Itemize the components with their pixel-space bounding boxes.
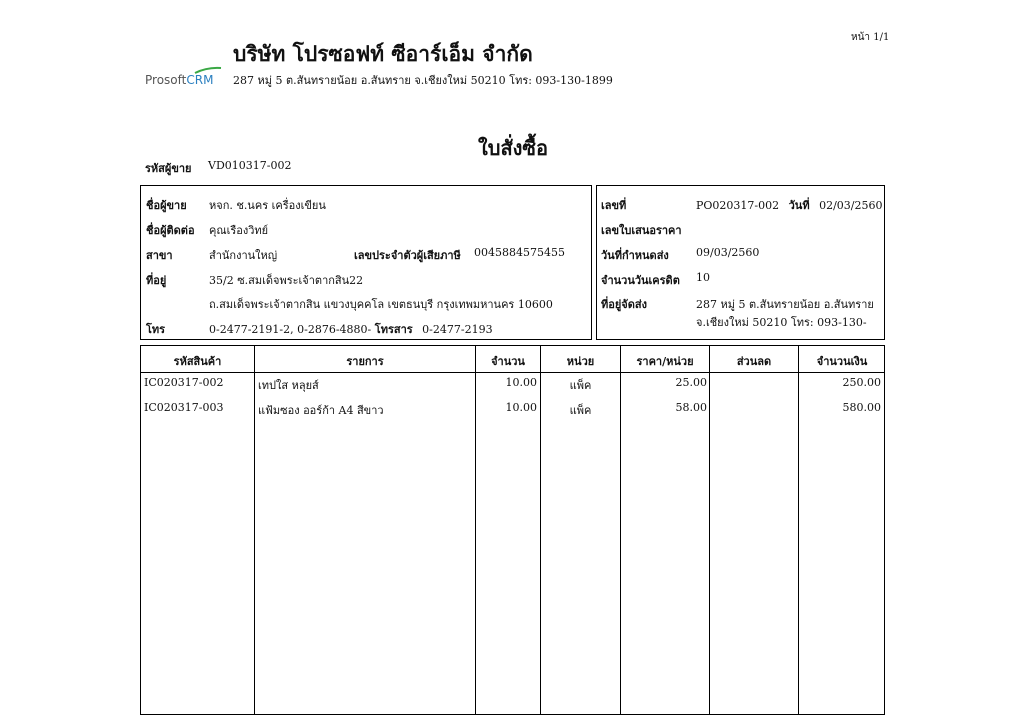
vendor-name-value: หจก. ช.นคร เครื่องเขียน	[209, 199, 326, 212]
row-code: IC020317-002	[144, 376, 224, 389]
quotation-label: เลขใบเสนอราคา	[601, 224, 682, 237]
credit-days-value: 10	[696, 271, 710, 284]
company-name: บริษัท โปรซอฟท์ ซีอาร์เอ็ม จำกัด	[233, 41, 533, 66]
row-code: IC020317-003	[144, 401, 224, 414]
po-number-value: PO020317-002	[696, 199, 780, 212]
vendor-info-box	[140, 185, 592, 340]
due-date-value: 09/03/2560	[696, 246, 760, 259]
row-unit: แพ็ค	[569, 379, 592, 392]
po-number-label: เลขที่	[601, 199, 627, 212]
address-line-2: ถ.สมเด็จพระเจ้าตากสิน แขวงบุคคโล เขตธนบุรี กรุงเทพมหานคร 10600	[209, 298, 553, 311]
vendor-name-label: ชื่อผู้ขาย	[146, 199, 187, 212]
vendor-code-value: VD010317-002	[208, 159, 292, 172]
header-unit: หน่วย	[566, 355, 595, 368]
ship-address-line-1: 287 หมู่ 5 ต.สันทรายน้อย อ.สันทราย	[696, 298, 874, 311]
branch-label: สาขา	[146, 249, 173, 262]
row-unit-price: 25.00	[675, 376, 707, 389]
po-info-box	[596, 185, 885, 340]
vendor-code-label: รหัสผู้ขาย	[145, 162, 192, 175]
items-table	[140, 345, 885, 715]
logo-text-prosoft: Prosoft	[145, 73, 187, 87]
ship-address-label: ที่อยู่จัดส่ง	[601, 298, 647, 311]
row-amount: 250.00	[842, 376, 881, 389]
header-code: รหัสสินค้า	[173, 355, 222, 368]
header-discount: ส่วนลด	[736, 355, 772, 368]
header-amount: จำนวนเงิน	[816, 355, 868, 368]
page-number: หน้า 1/1	[851, 32, 890, 43]
phone-label: โทร	[146, 323, 166, 336]
header-description: รายการ	[346, 355, 384, 368]
tax-id-value: 0045884575455	[474, 246, 565, 259]
address-line-1: 35/2 ซ.สมเด็จพระเจ้าตากสิน22	[209, 274, 364, 287]
po-date-value: 02/03/2560	[819, 199, 883, 212]
branch-value: สำนักงานใหญ่	[209, 249, 278, 262]
po-date-label: วันที่	[788, 199, 810, 212]
row-quantity: 10.00	[505, 401, 537, 414]
phone-value: 0-2477-2191-2, 0-2876-4880-	[209, 323, 372, 336]
document-title: ใบสั่งซื้อ	[478, 136, 549, 160]
row-unit: แพ็ค	[569, 404, 592, 417]
tax-id-label: เลขประจำตัวผู้เสียภาษี	[354, 249, 461, 262]
contact-label: ชื่อผู้ติดต่อ	[146, 224, 195, 237]
address-label: ที่อยู่	[146, 274, 167, 287]
row-quantity: 10.00	[505, 376, 537, 389]
row-amount: 580.00	[842, 401, 881, 414]
row-description: แฟ้มซอง ออร์ก้า A4 สีขาว	[258, 404, 384, 417]
logo-text-crm: CRM	[186, 73, 214, 87]
contact-value: คุณเรืองวิทย์	[209, 224, 269, 237]
row-unit-price: 58.00	[675, 401, 707, 414]
fax-label: โทรสาร	[374, 323, 413, 336]
header-unit-price: ราคา/หน่วย	[636, 355, 694, 368]
due-date-label: วันที่กำหนดส่ง	[601, 249, 669, 262]
credit-days-label: จำนวนวันเครดิต	[601, 274, 680, 287]
row-description: เทปใส หลุยส์	[258, 379, 319, 392]
header-quantity: จำนวน	[491, 355, 525, 368]
ship-address-line-2: จ.เชียงใหม่ 50210 โทร: 093-130-	[696, 316, 867, 329]
company-address: 287 หมู่ 5 ต.สันทรายน้อย อ.สันทราย จ.เชียงใหม่ 50210 โทร: 093-130-1899	[233, 74, 613, 87]
fax-value: 0-2477-2193	[422, 323, 493, 336]
company-logo	[145, 66, 225, 88]
